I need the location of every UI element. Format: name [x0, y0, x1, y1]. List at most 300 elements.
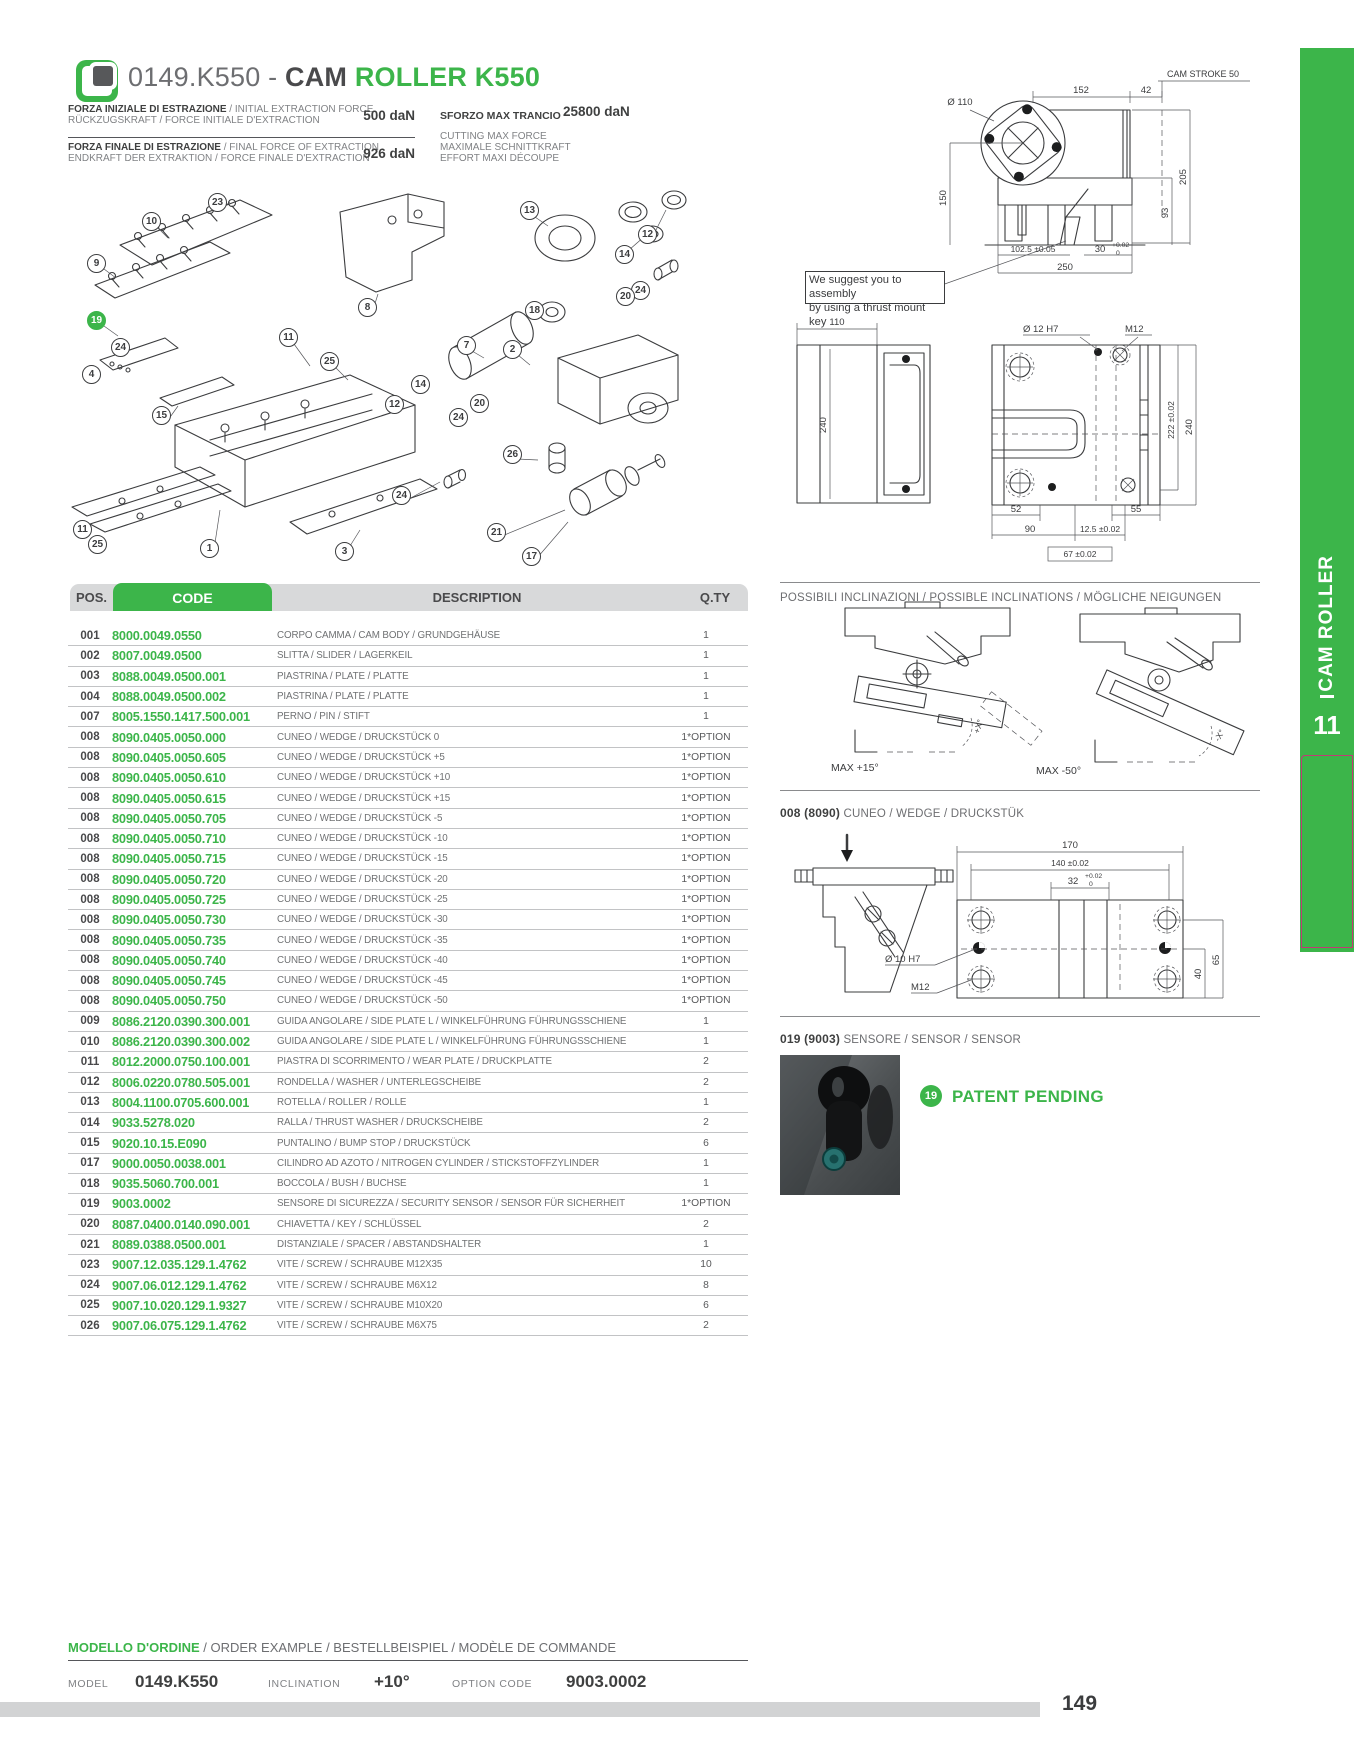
part-pos: 008	[80, 852, 100, 865]
part-description: VITE / SCREW / SCHRAUBE M6X12	[277, 1279, 437, 1291]
part-code: 8087.0400.0140.090.001	[112, 1216, 250, 1232]
dim-m12b: M12	[911, 982, 930, 993]
part-qty: 1*OPTION	[681, 934, 731, 946]
sensor-photo	[780, 1055, 900, 1195]
part-code: 9007.10.020.129.1.9327	[112, 1297, 247, 1313]
part-pos: 021	[80, 1238, 100, 1251]
part-pos: 001	[80, 629, 100, 642]
dim-dia110: Ø 110	[947, 97, 973, 108]
part-code: 9007.12.035.129.1.4762	[112, 1257, 247, 1273]
part-balloon-24: 24	[631, 281, 650, 300]
dim-250: 250	[1057, 262, 1073, 273]
part-balloon-2: 2	[503, 340, 522, 359]
part-balloon-8: 8	[358, 298, 377, 317]
part-pos: 008	[80, 893, 100, 906]
dim-205: 205	[1178, 169, 1189, 185]
part-pos: 008	[80, 731, 100, 744]
part-code: 8090.0405.0050.730	[112, 912, 226, 928]
part-balloon-24: 24	[449, 408, 468, 427]
wedge-drawing	[695, 822, 1295, 1012]
table-row	[68, 1235, 748, 1255]
part-balloon-10: 10	[142, 212, 161, 231]
part-qty: 1	[703, 1178, 709, 1190]
dim-cam-stroke: CAM STROKE 50	[1166, 69, 1240, 79]
part-pos: 008	[80, 812, 100, 825]
part-description: GUIDA ANGOLARE / SIDE PLATE L / WINKELFÜHRUNG FÜHRUNGSSCHIENE	[277, 1015, 627, 1027]
part-code: 8000.0049.0550	[112, 628, 202, 644]
table-row	[68, 1113, 748, 1133]
part-code: 8007.0049.0500	[112, 648, 202, 664]
part-balloon-20: 20	[616, 287, 635, 306]
table-row	[68, 1194, 748, 1214]
part-qty: 1	[703, 1096, 709, 1108]
table-row	[68, 1052, 748, 1072]
part-qty: 1*OPTION	[681, 914, 731, 926]
dim-52: 52	[1010, 504, 1022, 515]
dim-32-tol-top: +0.02	[1085, 873, 1103, 880]
sensor-heading-pos: 019 (9003)	[780, 1032, 841, 1046]
part-pos: 008	[80, 792, 100, 805]
part-qty: 1	[703, 1015, 709, 1027]
part-pos: 008	[80, 994, 100, 1007]
part-description: CUNEO / WEDGE / DRUCKSTÜCK -45	[277, 975, 448, 987]
part-description: VITE / SCREW / SCHRAUBE M12X35	[277, 1259, 443, 1271]
product-code: 0149.K550 -	[128, 62, 286, 92]
footer-bar	[0, 1702, 1040, 1717]
table-row	[68, 788, 748, 808]
part-description: CUNEO / WEDGE / DRUCKSTÜCK +5	[277, 751, 445, 763]
part-code: 8090.0405.0050.715	[112, 851, 226, 867]
part-balloon-26: 26	[503, 445, 522, 464]
inclinations-drawing	[695, 600, 1295, 788]
part-balloon-12: 12	[638, 225, 657, 244]
patent-pending-label: PATENT PENDING	[952, 1087, 1104, 1106]
part-code: 8090.0405.0050.745	[112, 973, 226, 989]
table-row	[68, 870, 748, 890]
spec-cutting-line3: MAXIMALE SCHNITTKRAFT	[440, 142, 571, 153]
part-qty: 2	[703, 1076, 709, 1088]
part-description: VITE / SCREW / SCHRAUBE M6X75	[277, 1320, 437, 1332]
part-description: CUNEO / WEDGE / DRUCKSTÜCK -20	[277, 873, 448, 885]
inclinations-heading: POSSIBILI INCLINAZIONI / POSSIBLE INCLINATIONS / MÖGLICHE NEIGUNGEN	[780, 592, 1222, 604]
dim-67: 67 ±0.02	[1063, 549, 1097, 559]
part-code: 8090.0405.0050.735	[112, 932, 226, 948]
part-code: 8006.0220.0780.505.001	[112, 1074, 250, 1090]
side-view-drawing	[840, 55, 1260, 290]
part-qty: 2	[703, 1320, 709, 1332]
part-description: PUNTALINO / BUMP STOP / DRUCKSTÜCK	[277, 1137, 471, 1149]
part-code: 8090.0405.0050.740	[112, 952, 226, 968]
part-qty: 1	[703, 1157, 709, 1169]
table-row	[68, 971, 748, 991]
part-description: PIASTRA DI SCORRIMENTO / WEAR PLATE / DRUCKPLATTE	[277, 1056, 552, 1068]
table-row	[68, 1093, 748, 1113]
part-balloon-13: 13	[520, 201, 539, 220]
part-description: ROTELLA / ROLLER / ROLLE	[277, 1096, 407, 1108]
table-row	[68, 1276, 748, 1296]
part-code: 8012.2000.0750.100.001	[112, 1054, 250, 1070]
part-balloon-24: 24	[392, 486, 411, 505]
part-code: 8090.0405.0050.725	[112, 892, 226, 907]
part-description: RONDELLA / WASHER / UNTERLEGSCHEIBE	[277, 1076, 482, 1088]
section-divider	[780, 582, 1260, 583]
order-option-label: OPTION CODE	[452, 1678, 533, 1690]
part-description: CUNEO / WEDGE / DRUCKSTÜCK +10	[277, 772, 451, 784]
part-code: 8089.0388.0500.001	[112, 1237, 226, 1253]
part-description: CUNEO / WEDGE / DRUCKSTÜCK -5	[277, 812, 443, 824]
table-header	[70, 584, 748, 611]
sensor-heading-text: SENSORE / SENSOR / SENSOR	[840, 1034, 1021, 1046]
part-pos: 002	[80, 649, 100, 662]
spec-cutting-value: 25800 daN	[563, 104, 630, 119]
spec-final-value: 926 daN	[363, 146, 415, 161]
dim-240b: 240	[1184, 419, 1195, 435]
chapter-number: 11	[1313, 710, 1341, 740]
table-row	[68, 1012, 748, 1032]
part-description: SENSORE DI SICUREZZA / SECURITY SENSOR / SENSOR FÜR SICHERHEIT	[277, 1198, 625, 1210]
dim-30-tol-top: +0.02	[1112, 242, 1130, 249]
part-pos: 014	[80, 1116, 100, 1129]
part-code: 8090.0405.0050.615	[112, 790, 226, 806]
part-description: CUNEO / WEDGE / DRUCKSTÜCK -25	[277, 894, 448, 905]
part-description: GUIDA ANGOLARE / SIDE PLATE L / WINKELFÜHRUNG FÜHRUNGSSCHIENE	[277, 1036, 627, 1048]
dim-32: 32	[1067, 876, 1079, 887]
part-code: 9000.0050.0038.001	[112, 1155, 226, 1171]
part-balloon-18: 18	[525, 301, 544, 320]
part-description: BOCCOLA / BUSH / BUCHSE	[277, 1178, 407, 1190]
dim-240: 240	[818, 417, 829, 433]
part-qty: 1	[703, 711, 709, 723]
part-qty: 1*OPTION	[681, 751, 731, 763]
chapter-name: CAM ROLLER	[1316, 554, 1337, 692]
part-code: 8090.0405.0050.710	[112, 831, 226, 847]
table-row	[68, 1154, 748, 1174]
part-balloon-7: 7	[457, 336, 476, 355]
part-qty: 1*OPTION	[681, 792, 731, 804]
order-rule	[68, 1660, 748, 1661]
dim-40: 40	[1193, 968, 1204, 980]
part-code: 8005.1550.1417.500.001	[112, 709, 250, 725]
table-row	[68, 910, 748, 930]
part-code: 9035.5060.700.001	[112, 1176, 219, 1192]
part-balloon-3: 3	[335, 542, 354, 561]
dim-plus-x: +X°	[971, 718, 986, 735]
page-number: 149	[1062, 1692, 1098, 1715]
table-row	[68, 829, 748, 849]
order-model-value: 0149.K550	[135, 1672, 219, 1691]
part-pos: 004	[80, 690, 100, 703]
order-option-value: 9003.0002	[566, 1672, 647, 1691]
order-model-label: MODEL	[68, 1678, 109, 1690]
col-header-pos: POS.	[75, 590, 108, 605]
table-row	[68, 667, 748, 687]
assembly-note-line1: We suggest you to assembly	[809, 274, 902, 300]
part-pos: 026	[80, 1319, 100, 1332]
part-qty: 1	[703, 1036, 709, 1048]
part-qty: 1*OPTION	[681, 1198, 731, 1210]
spec-final-line2: ENDKRAFT DER EXTRAKTION / FORCE FINALE D'EXTRACTION	[68, 153, 370, 164]
part-pos: 008	[80, 974, 100, 987]
part-balloon-25: 25	[320, 352, 339, 371]
part-qty: 1*OPTION	[681, 995, 731, 1007]
table-row	[68, 890, 748, 910]
part-pos: 008	[80, 934, 100, 947]
part-qty: 2	[703, 1218, 709, 1230]
part-code: 8090.0405.0050.705	[112, 810, 226, 826]
dim-42: 42	[1140, 85, 1152, 96]
section-divider	[780, 1016, 1260, 1017]
table-row	[68, 809, 748, 829]
dim-30: 30	[1094, 244, 1106, 255]
part-description: PERNO / PIN / STIFT	[277, 711, 370, 723]
dim-152: 152	[1073, 85, 1089, 96]
part-description: CUNEO / WEDGE / DRUCKSTÜCK 0	[277, 731, 440, 743]
part-description: CUNEO / WEDGE / DRUCKSTÜCK -10	[277, 833, 448, 845]
table-row	[68, 748, 748, 768]
part-pos: 013	[80, 1096, 100, 1109]
part-code: 8090.0405.0050.720	[112, 871, 226, 887]
parts-table	[68, 626, 748, 1336]
part-balloon-4: 4	[82, 365, 101, 384]
dim-90: 90	[1024, 524, 1036, 535]
part-pos: 007	[80, 710, 100, 723]
part-description: CHIAVETTA / KEY / SCHLÜSSEL	[277, 1218, 422, 1230]
table-row	[68, 1133, 748, 1153]
exploded-drawing	[60, 170, 680, 578]
part-pos: 008	[80, 954, 100, 967]
title-green: ROLLER K550	[347, 62, 541, 92]
part-qty: 1	[703, 630, 709, 642]
part-qty: 1*OPTION	[681, 873, 731, 885]
part-code: 8090.0405.0050.610	[112, 770, 226, 786]
section-divider	[780, 790, 1260, 791]
spec-cutting-line2: CUTTING MAX FORCE	[440, 131, 547, 142]
table-row	[68, 687, 748, 707]
part-balloon-11: 11	[73, 520, 92, 539]
part-qty: 1*OPTION	[681, 812, 731, 824]
wedge-heading-text: CUNEO / WEDGE / DRUCKSTÜK	[840, 808, 1025, 820]
brand-logo-icon	[76, 60, 118, 102]
dim-102-5: 102.5 ±0.05	[1010, 244, 1056, 254]
part-code: 8088.0049.0500.001	[112, 668, 226, 684]
table-row	[68, 707, 748, 727]
dim-93: 93	[1160, 207, 1171, 219]
table-row	[68, 727, 748, 747]
part-balloon-23: 23	[208, 193, 227, 212]
part-code: 8086.2120.0390.300.001	[112, 1013, 250, 1029]
dim-110: 110	[829, 317, 845, 328]
part-pos: 020	[80, 1218, 100, 1231]
table-row	[68, 1073, 748, 1093]
part-balloon-20: 20	[470, 394, 489, 413]
table-row	[68, 951, 748, 971]
part-description: DISTANZIALE / SPACER / ABSTANDSHALTER	[277, 1239, 482, 1251]
part-code: 8090.0405.0050.000	[112, 729, 226, 745]
dim-65: 65	[1211, 954, 1222, 966]
dim-32-tol-bot: 0	[1089, 881, 1093, 888]
part-balloon-14: 14	[615, 245, 634, 264]
spec-final-bold: FORZA FINALE DI ESTRAZIONE	[68, 142, 221, 153]
part-pos: 008	[80, 771, 100, 784]
part-qty: 1*OPTION	[681, 833, 731, 845]
col-header-desc: DESCRIPTION	[432, 590, 522, 605]
title-bold: CAM	[285, 62, 348, 92]
spec-initial-bold: FORZA INIZIALE DI ESTRAZIONE	[68, 104, 227, 115]
table-row	[68, 849, 748, 869]
page-title	[128, 62, 540, 93]
part-description: CUNEO / WEDGE / DRUCKSTÜCK -50	[277, 995, 448, 1007]
part-qty: 1	[703, 1239, 709, 1251]
part-qty: 1*OPTION	[681, 975, 731, 987]
part-pos: 018	[80, 1177, 100, 1190]
part-code: 8088.0049.0500.002	[112, 689, 226, 705]
table-row	[68, 930, 748, 950]
part-pos: 025	[80, 1299, 100, 1312]
part-pos: 023	[80, 1258, 100, 1271]
part-balloon-9: 9	[87, 254, 106, 273]
spec-final-rest: / FINAL FORCE OF EXTRACTION	[220, 142, 379, 153]
table-row	[68, 646, 748, 666]
part-qty: 2	[703, 1056, 709, 1068]
part-pos: 015	[80, 1137, 100, 1150]
table-row	[68, 1174, 748, 1194]
part-qty: 1	[703, 670, 709, 682]
part-pos: 008	[80, 913, 100, 926]
part-qty: 1*OPTION	[681, 731, 731, 743]
wedge-heading-pos: 008 (8090)	[780, 806, 841, 820]
part-code: 8090.0405.0050.605	[112, 749, 226, 765]
part-balloon-17: 17	[522, 547, 541, 566]
table-row	[68, 1316, 748, 1336]
label-max-plus15: MAX +15°	[831, 762, 879, 774]
dim-dia10: Ø 10 H7	[885, 954, 921, 965]
part-qty: 1*OPTION	[681, 954, 731, 966]
part-description: CUNEO / WEDGE / DRUCKSTÜCK -30	[277, 914, 448, 926]
part-pos: 008	[80, 751, 100, 764]
part-qty: 1*OPTION	[681, 772, 731, 784]
part-code: 9020.10.15.E090	[112, 1135, 207, 1151]
part-qty: 1*OPTION	[681, 894, 731, 905]
dim-55: 55	[1130, 504, 1142, 515]
part-description: CUNEO / WEDGE / DRUCKSTÜCK -35	[277, 934, 448, 946]
spec-cutting-bold: SFORZO MAX TRANCIO	[440, 110, 561, 122]
part-pos: 008	[80, 873, 100, 886]
part-balloon-11: 11	[279, 328, 298, 347]
chapter-divider	[1320, 695, 1334, 698]
part-description: SLITTA / SLIDER / LAGERKEIL	[277, 650, 413, 662]
part-description: CUNEO / WEDGE / DRUCKSTÜCK -40	[277, 954, 448, 966]
col-header-code: CODE	[172, 589, 213, 606]
dim-150: 150	[938, 190, 949, 206]
part-qty: 1*OPTION	[681, 853, 731, 865]
part-balloon-21: 21	[487, 523, 506, 542]
dim-m12: M12	[1125, 324, 1144, 335]
dim-30-tol-bot: 0	[1116, 250, 1120, 257]
order-inclination-label: INCLINATION	[268, 1678, 341, 1690]
table-row	[68, 626, 748, 646]
part-code: 8004.1100.0705.600.001	[112, 1094, 250, 1110]
part-code: 9007.06.075.129.1.4762	[112, 1318, 247, 1334]
part-description: CUNEO / WEDGE / DRUCKSTÜCK +15	[277, 792, 451, 804]
order-inclination-value: +10°	[374, 1672, 410, 1691]
part-description: VITE / SCREW / SCHRAUBE M10X20	[277, 1299, 443, 1311]
part-description: CUNEO / WEDGE / DRUCKSTÜCK -15	[277, 853, 448, 865]
cutting-spec	[440, 106, 700, 164]
part-balloon-14: 14	[411, 375, 430, 394]
table-row	[68, 1032, 748, 1052]
wedge-heading	[780, 806, 1024, 820]
part-qty: 1	[703, 691, 709, 703]
dim-170: 170	[1062, 840, 1078, 851]
chapter-highlight-box	[1301, 755, 1353, 948]
part-qty: 1	[703, 650, 709, 662]
col-header-qty: Q.TY	[699, 590, 731, 605]
dim-140: 140 ±0.02	[1051, 858, 1089, 868]
part-pos: 008	[80, 832, 100, 845]
table-row	[68, 768, 748, 788]
part-qty: 2	[703, 1117, 709, 1129]
spec-initial-rest: / INITIAL EXTRACTION FORCE	[226, 104, 374, 115]
part-description: RALLA / THRUST WASHER / DRUCKSCHEIBE	[277, 1117, 483, 1129]
part-qty: 6	[703, 1299, 709, 1311]
table-row	[68, 1255, 748, 1275]
sensor-heading	[780, 1032, 1021, 1046]
part-pos: 010	[80, 1035, 100, 1048]
spec-initial-value: 500 daN	[363, 108, 415, 123]
part-pos: 003	[80, 670, 100, 683]
part-code: 9033.5278.020	[112, 1115, 195, 1131]
part-code: 8090.0405.0050.750	[112, 993, 226, 1009]
assembly-note-line2: by using a thrust mount key	[809, 302, 926, 328]
spec-cutting-line4: EFFORT MAXI DÉCOUPE	[440, 153, 560, 164]
order-heading	[68, 1640, 616, 1655]
dim-minus-x: -X°	[1212, 727, 1227, 743]
part-qty: 10	[700, 1259, 712, 1271]
front-view-drawing	[780, 315, 1230, 575]
part-pos: 024	[80, 1279, 100, 1292]
dim-222: 222 ±0.02	[1166, 401, 1176, 439]
part-description: PIASTRINA / PLATE / PLATTE	[277, 691, 409, 703]
table-row	[68, 991, 748, 1011]
dim-dia12: Ø 12 H7	[1023, 324, 1059, 335]
part-pos: 011	[80, 1055, 100, 1068]
extraction-specs	[68, 104, 415, 175]
label-max-minus50: MAX -50°	[1036, 765, 1082, 777]
part-balloon-1: 1	[200, 539, 219, 558]
table-row	[68, 1215, 748, 1235]
part-balloon-15: 15	[152, 406, 171, 425]
part-balloon-24: 24	[111, 338, 130, 357]
order-heading-rest: / ORDER EXAMPLE / BESTELLBEISPIEL / MODÈLE DE COMMANDE	[199, 1640, 617, 1655]
part-description: CILINDRO AD AZOTO / NITROGEN CYLINDER / STICKSTOFFZYLINDER	[277, 1157, 600, 1169]
part-pos: 009	[80, 1015, 100, 1028]
part-code: 9007.06.012.129.1.4762	[112, 1277, 247, 1293]
exploded-assembly-diagram	[60, 170, 680, 578]
spec-initial-line2: RÜCKZUGSKRAFT / FORCE INITIALE D'EXTRACTION	[68, 115, 320, 126]
part-pos: 017	[80, 1157, 100, 1170]
part-code: 8086.2120.0390.300.002	[112, 1034, 250, 1050]
order-heading-bold: MODELLO D'ORDINE	[68, 1640, 200, 1655]
part-qty: 6	[703, 1137, 709, 1149]
part-code: 9003.0002	[112, 1196, 171, 1212]
patent-balloon: 19	[920, 1085, 942, 1107]
part-description: PIASTRINA / PLATE / PLATTE	[277, 670, 409, 682]
part-balloon-19: 19	[87, 311, 106, 330]
part-qty: 8	[703, 1279, 709, 1291]
dim-12-5: 12.5 ±0.02	[1079, 524, 1121, 534]
part-description: CORPO CAMMA / CAM BODY / GRUNDGEHÄUSE	[277, 630, 501, 642]
part-pos: 012	[80, 1076, 100, 1089]
